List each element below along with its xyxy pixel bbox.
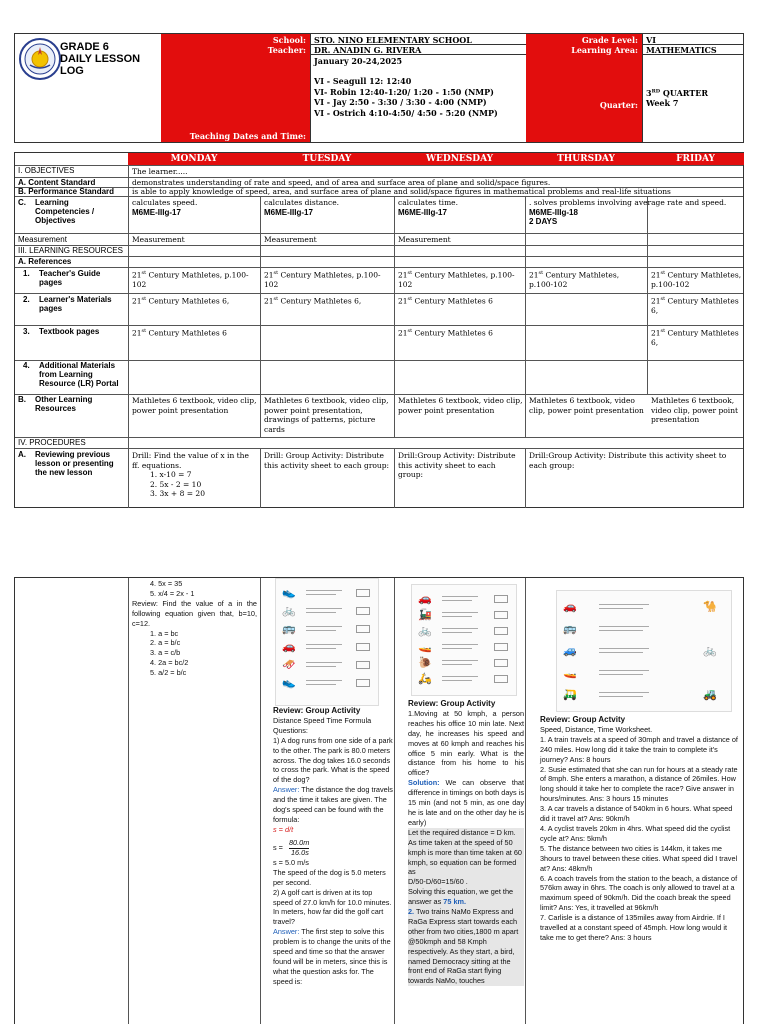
day-friday: FRIDAY [676,154,715,164]
tuesday-review-heading: Review: Group Activity [273,706,361,715]
measurement-monday: Measurement [132,235,185,244]
vehicle-icon: 🚲 [703,644,717,657]
measurement-wednesday: Measurement [398,235,451,244]
school-label: School: [272,35,306,45]
vehicle-icon: 🚲 [282,604,296,617]
week-value: Week 7 [646,98,679,108]
quarter-label: Quarter: [599,100,638,110]
vehicle-icon: 🚙 [563,644,577,657]
schedule-line: VI - Ostrich 4:10-4:50/ 4:50 - 5:20 (NMP) [314,107,498,118]
vehicle-icon: 🚗 [563,600,577,613]
quarter-value: 3RD QUARTER [646,88,708,98]
label-a: A. [18,450,26,459]
vehicle-icon: 🛵 [418,672,432,685]
worksheet-image [275,578,379,706]
vehicle-icon: 🚗 [282,640,296,653]
page-two-continuation [14,577,744,1024]
lesson-log-header [14,33,744,143]
label-competencies: Learning Competencies / Objectives [35,198,95,225]
lower-wednesday: 🚗 🚂 🚲 🚤 🐌 🛵 Review: Group Activity 1.Moving at 50 kmph, a person reaches his office 10 min late. Next day, he increases his speed and moves at 60 kmph and reaches his office 5 min early. What is the distance from his home to his office? Solution: We can observe that difference in timings on both days is 15 min (and not 5 min, as one day he is late and on the other day he is early) Let the required distance = D km. As time taken at the speed of 50 kmph is more than time taken at 60 kmph, so equation can be formed as D/50-D/60=15/60 . Solving this equation, we get the answer as 75 km. 2. Two trains NaMo Express and RaGa Express start towards each other from two cities,1800 m apart @50kmph and 58 Kmph respectively. As they start, a bird, named Democracy sitting at the front end of RaGa start flying towards NaMo, touches [394,578,525,1024]
tg-wednesday: 21st Century Mathletes, p.100-102 [398,270,515,289]
title-line: DAILY LESSON [60,53,141,65]
label-additional-materials: Additional Materials from Learning Resource (LR) Portal [39,361,119,388]
day-monday: MONDAY [170,154,218,164]
schedule [314,76,498,118]
vehicle-icon: 🚌 [563,622,577,635]
resources-monday: Mathletes 6 textbook, video clip, power point presentation [132,396,257,415]
label-measurement: Measurement [18,235,67,244]
label-review: Reviewing previous lesson or presenting the new lesson [35,450,114,477]
vehicle-icon: 🐪 [703,600,717,613]
lower-thursday: 🚗 🐪 🚌 🚙 🚲 🚤 🛺 🚜 Review: Group Actvity Speed, Distance, Time Worksheet. 1. A train travels at a speed of 30mph and travel a distance of 240 miles. How long did it take the train to complete it's journey? Ans: 8 hours 2. Susie estimated that she can run for hours at a steady rate of 8mph. She enters a marathon, a distance of 26miles. How long should it take her to complete the race? Give answer in hours/minutes. Ans: 3 hours 15 minutes 3. A car travels a distance of 540km in 6 hours. What speed did it travel at? Ans: 90km/h 4. A cyclist travels 20km in 4hrs. What speed did the cyclist cycle at? Ans: 5km/h 5. The distance between two cities is 144km, it takes me 3hours to travel between these cities. What speed did I travel at? Ans: 48km/h 6. A coach travels from the station to the beach, a distance of 576km away in 6hrs. The coach is only allowed to travel at a maximum speed of 90km/h. Did the coach break the speed limit? Ans: Yes, it travelled at 96km/h 7. Carlisle is a distance of 135miles away from Airdrie. If I travelled at a constant speed of 45mph. How long would it take me to get there? Ans: 3 hours [525,578,744,1024]
vehicle-icon: 👟 [282,586,296,599]
wednesday-review-heading: Review: Group Activity [408,699,496,708]
lower-monday: 4. 5x = 35 5. x/4 = 2x - 1 Review: Find the value of a in the following equation given that, b=10, c=12. 1. a = bc 2. a = b/c 3. a = c/b 4. 2a = bc/2 5. a/2 = b/c [128,578,260,1024]
schedule-line: VI- Robin 12:40-1:20/ 1:20 - 1:50 (NMP) [314,86,494,97]
teacher-label: Teacher: [267,45,306,55]
competency-wednesday: calculates time. M6ME-IIIg-17 [398,198,459,217]
tb-monday: 21st Century Mathletes 6 [132,328,227,338]
tg-monday: 21st Century Mathletes, p.100-102 [132,270,249,289]
label-2: 2. [23,295,30,304]
title-line: LOG [60,65,84,77]
label-4: 4. [23,361,30,370]
label-1: 1. [23,269,30,278]
review-wednesday: Drill:Group Activity: Distribute this activity sheet to each group: [398,451,516,479]
content-standard: demonstrates understanding of rate and speed, and of area and surface area of plane and solid/space figures. [132,178,551,187]
area-value: MATHEMATICS [646,45,717,55]
lower-tuesday: 👟 🚲 🚌 🚗 🛷 👟 Review: Group Activity Distance Speed Time Formula Questions: 1) A dog runs from one side of a park to the other. The park is 80.0 meters across. The dog takes 16.0 seconds to cross the park. What is the speed of the dog? Answer: The distance the dog travels and the time it takes are given. The dog's speed can be found with the formula: s = d/t s = 80.0m 16.0s s = 5.0 m/s The speed of the dog is 5.0 meters per second. 2) A golf cart is driven at its top speed of 27.0 km/h for 10.0 minutes. In meters, how far did the golf cart travel? Answer: The first step to solve this problem is to change the units of the speed and time so that the answer found will be in meters, since this is what the question asks for. The speed is: [260,578,394,1024]
vehicle-icon: 🚌 [282,622,296,635]
review-thursday: Drill:Group Activity: Distribute this activity sheet to each group: [529,451,727,470]
lm-tuesday: 21st Century Mathletes 6, [264,296,362,306]
label-c: C. [18,198,26,207]
resources-thursday: Mathletes 6 textbook, video clip, power point presentation [529,396,644,415]
logo-cell [15,34,161,142]
vehicle-icon: 🚤 [563,666,577,679]
school-value: STO. NINO ELEMENTARY SCHOOL [314,35,472,45]
day-thursday: THURSDAY [557,154,615,164]
vehicle-icon: 🛷 [282,658,296,671]
title-line: GRADE 6 [60,41,109,53]
vehicle-icon: 🚲 [418,624,432,637]
resources-tuesday: Mathletes 6 textbook, video clip, power point presentation, drawings of patterns, picture cards [264,396,389,434]
performance-standard: is able to apply knowledge of speed, area, and surface area of plane and solid/space figures in mathematical problems and real-life situations [132,187,671,196]
label-performance-standard: B. Performance Standard [18,187,115,196]
label-procedures: IV. PROCEDURES [18,438,86,447]
worksheet-image [411,584,517,696]
header-values-right [642,34,743,142]
log-title [60,41,160,77]
vehicle-icon: 🚂 [418,608,432,621]
resources-wednesday: Mathletes 6 textbook, video clip, power point presentation [398,396,523,415]
vehicle-icon: 🚜 [703,688,717,701]
schedule-line: VI - Seagull 12: 12:40 [314,76,412,86]
resources-friday: Mathletes 6 textbook, video clip, power point presentation [651,396,739,424]
label-learners-materials: Learner's Materials pages [39,295,112,313]
grade-label: Grade Level: [581,35,638,45]
objectives-intro: The learner..... [132,167,188,176]
vehicle-icon: 👟 [282,676,296,689]
competency-thursday: . solves problems involving average rate and speed. M6ME-IIIg-18 2 DAYS [529,198,727,226]
grade-value: VI [646,35,656,45]
lesson-table [14,152,744,508]
tb-wednesday: 21st Century Mathletes 6 [398,328,493,338]
day-header-row [128,153,744,165]
vehicle-icon: 🚗 [418,592,432,605]
thursday-review-heading: Review: Group Actvity [540,715,626,724]
day-wednesday: WEDNESDAY [425,154,494,164]
vehicle-icon: 🛺 [563,688,577,701]
label-3: 3. [23,327,30,336]
label-teachers-guide: Teacher's Guide pages [39,269,101,287]
tg-friday: 21st Century Mathletes, p.100-102 [651,270,742,289]
lm-friday: 21st Century Mathletes 6, [651,296,739,315]
dates-value: January 20-24,2025 [314,56,403,66]
label-other-resources: Other Learning Resources [35,395,93,413]
deped-seal-icon [19,38,61,80]
competency-tuesday: calculates distance. M6ME-IIIg-17 [264,198,340,217]
label-learning-resources: III. LEARNING RESOURCES [18,246,123,255]
tb-friday: 21st Century Mathletes 6, [651,328,739,347]
review-monday: Drill: Find the value of x in the ff. equations. 1. x-10 = 7 2. 5x - 2 = 10 3. 3x + 8 = 20 [132,451,249,498]
area-label: Learning Area: [571,45,638,55]
worksheet-image [556,590,732,712]
review-tuesday: Drill: Group Activity: Distribute this activity sheet to each group: [264,451,390,470]
header-labels-left [161,34,310,142]
label-textbook-pages: Textbook pages [39,327,100,336]
label-b: B. [18,395,26,404]
lm-wednesday: 21st Century Mathletes 6 [398,296,493,306]
label-objectives: I. OBJECTIVES [18,166,75,175]
teacher-value: DR. ANADIN G. RIVERA [314,45,422,55]
schedule-line: VI - Jay 2:50 - 3:30 / 3:30 - 4:00 (NMP) [314,97,487,107]
label-references: A. References [18,257,72,266]
tg-thursday: 21st Century Mathletes, p.100-102 [529,270,620,289]
day-tuesday: TUESDAY [302,154,352,164]
header-values-middle [310,34,526,142]
header-labels-right [526,34,642,142]
measurement-tuesday: Measurement [264,235,317,244]
dates-label: Teaching Dates and Time: [189,131,306,141]
lm-monday: 21st Century Mathletes 6, [132,296,230,306]
competency-monday: calculates speed. M6ME-IIIg-17 [132,198,198,217]
vehicle-icon: 🚤 [418,640,432,653]
tg-tuesday: 21st Century Mathletes, p.100-102 [264,270,381,289]
vehicle-icon: 🐌 [418,656,432,669]
label-content-standard: A. Content Standard [18,178,96,187]
